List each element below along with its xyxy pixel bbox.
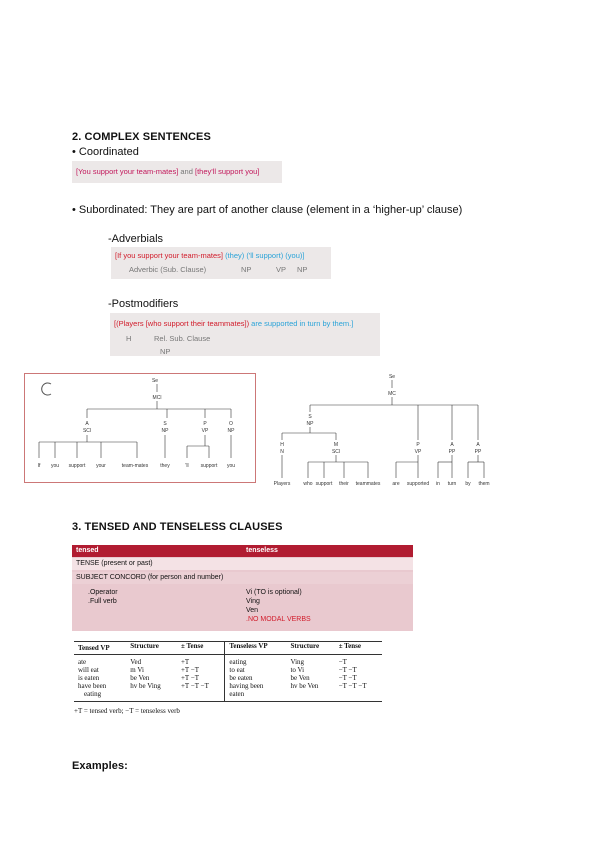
coordinated-example — [72, 161, 282, 183]
adv-np-2: (you)] — [285, 251, 305, 260]
adv-sub-clause: [If you support your team-mates] — [115, 251, 223, 260]
t1-w-you2: you — [226, 463, 236, 469]
t2-w-their: their — [339, 481, 349, 487]
col-tense-2: ± Tense — [335, 642, 382, 655]
header-tenseless: tenseless — [246, 547, 278, 554]
vp-table-header-row — [74, 642, 382, 655]
vp-structure-table-wrap — [74, 641, 384, 721]
row-concord-text: SUBJECT CONCORD (for person and number) — [76, 574, 224, 581]
header-tensed: tensed — [76, 547, 99, 554]
post-label-rel: Rel. Sub. Clause — [154, 334, 211, 343]
t2-vp: VP — [414, 449, 422, 455]
t2-p: P — [416, 442, 420, 448]
table-row: eating eaten — [74, 690, 382, 701]
tree-1-svg — [25, 374, 255, 482]
adverbials-heading: -Adverbials — [108, 233, 164, 245]
adv-np-1: (they) — [225, 251, 245, 260]
table1-row-tense — [72, 558, 413, 570]
t2-scl: SCl — [331, 449, 341, 455]
t2-a1: A — [450, 442, 454, 448]
tree-diagram-1 — [24, 373, 256, 483]
t2-w-are: are — [392, 481, 400, 487]
col-tenseless-vp: Tenseless VP — [225, 642, 287, 655]
adv-label-clause: Adverbic (Sub. Clause) — [129, 265, 207, 274]
t1-w-your: your — [96, 463, 106, 469]
t2-w-them: them — [478, 481, 490, 487]
t2-w-support: support — [315, 481, 333, 487]
coord-clause-1: [You support your team-mates] — [76, 167, 179, 176]
t1-a: A — [85, 421, 89, 427]
col-tense-1: ± Tense — [177, 642, 225, 655]
vp-structure-table — [74, 642, 382, 701]
t2-pp2: PP — [474, 449, 482, 455]
post-label-np: NP — [160, 347, 171, 356]
table-row: will eat m Vi +T −T to eat to Vi −T −T — [78, 666, 357, 674]
t2-h: H — [280, 442, 284, 448]
table-row: is eaten be Ven +T −T be eaten be Ven −T −T — [78, 674, 357, 682]
t2-n: N — [280, 449, 284, 455]
tree-2-svg — [272, 370, 500, 488]
post-head: [(Players — [114, 319, 144, 328]
tensed-full-verb: .Full verb — [88, 598, 117, 605]
adv-label-np: NP — [241, 265, 252, 274]
coord-conjunction: and — [180, 167, 193, 176]
table-row: ate Ved +T eating Ving −T — [74, 655, 382, 667]
coord-clause-2: [they'll support you] — [194, 167, 260, 176]
table1-header — [72, 545, 413, 557]
tenseless-ving: Ving — [246, 598, 260, 605]
post-predicate: are supported in turn by them.] — [251, 319, 354, 328]
col-structure-1: Structure — [126, 642, 177, 655]
tenseless-ven: Ven — [246, 607, 259, 614]
adverbial-example — [111, 247, 331, 279]
t2-pp1: PP — [448, 449, 456, 455]
post-label-h: H — [126, 334, 132, 343]
t2-w-players: Players — [273, 481, 291, 487]
table1-row-concord — [72, 572, 413, 584]
t1-w-support: support — [68, 463, 86, 469]
tenseless-vi: Vi (TO is optional) — [246, 589, 302, 596]
t1-w-if: If — [37, 463, 41, 469]
t2-w-in: in — [436, 481, 440, 487]
tree-diagram-2 — [272, 370, 500, 488]
t2-w-who: who — [303, 481, 313, 487]
table-row: have been hv be Ving +T −T −T having been hv be Ven −T −T −T — [78, 682, 367, 690]
tensed-tenseless-table — [72, 545, 413, 631]
t2-w-supported: supported — [406, 481, 430, 487]
col-structure-2: Structure — [286, 642, 334, 655]
t1-w-you: you — [50, 463, 60, 469]
adv-label-vp: VP — [276, 265, 287, 274]
t2-a2: A — [476, 442, 480, 448]
t2-w-teammates: teammates — [355, 481, 381, 487]
t2-w-by: by — [465, 481, 471, 487]
t1-se: Se — [151, 378, 159, 384]
scan-mark — [42, 383, 51, 395]
row-tense-text: TENSE (present or past) — [76, 560, 153, 567]
examples-heading: Examples: — [72, 760, 128, 772]
bullet-subordinated: • Subordinated: They are part of another clause (element in a ‘higher-up’ clause) — [72, 204, 463, 216]
t1-w-support2: support — [200, 463, 218, 469]
t2-w-turn: turn — [447, 481, 457, 487]
t1-w-teammates: team-mates — [121, 463, 149, 469]
vp-table-note: +T = tensed verb; −T = tenseless verb — [74, 707, 180, 715]
t1-o: O — [229, 421, 233, 427]
section-2-title: 2. COMPLEX SENTENCES — [72, 131, 211, 143]
t2-np: NP — [306, 421, 314, 427]
t1-s: S — [163, 421, 167, 427]
t2-se: Se — [388, 374, 396, 380]
postmodifier-example — [110, 313, 380, 356]
t1-p: P — [203, 421, 207, 427]
section-3-title: 3. TENSED AND TENSELESS CLAUSES — [72, 521, 283, 533]
postmodifiers-heading: -Postmodifiers — [108, 298, 179, 310]
t2-mc: MC — [388, 391, 396, 397]
col-tensed-vp: Tensed VP — [74, 642, 126, 655]
t2-s: S — [308, 414, 312, 420]
adv-label-np2: NP — [297, 265, 308, 274]
post-rel-clause: [who support their teammates]) — [145, 319, 250, 328]
t1-w-they: they — [160, 463, 170, 469]
tensed-operator: .Operator — [88, 589, 118, 596]
bullet-coordinated: • Coordinated — [72, 146, 139, 158]
t1-np2: NP — [227, 428, 235, 434]
adv-vp: ('ll support) — [246, 251, 284, 260]
t1-mcl: MCl — [152, 395, 162, 401]
t1-scl: SCl — [82, 428, 92, 434]
tenseless-no-modal: .NO MODAL VERBS — [246, 616, 311, 623]
t1-np1: NP — [161, 428, 169, 434]
t1-w-ll: 'll — [185, 463, 189, 469]
t1-vp: VP — [201, 428, 209, 434]
t2-m: M — [333, 442, 339, 448]
